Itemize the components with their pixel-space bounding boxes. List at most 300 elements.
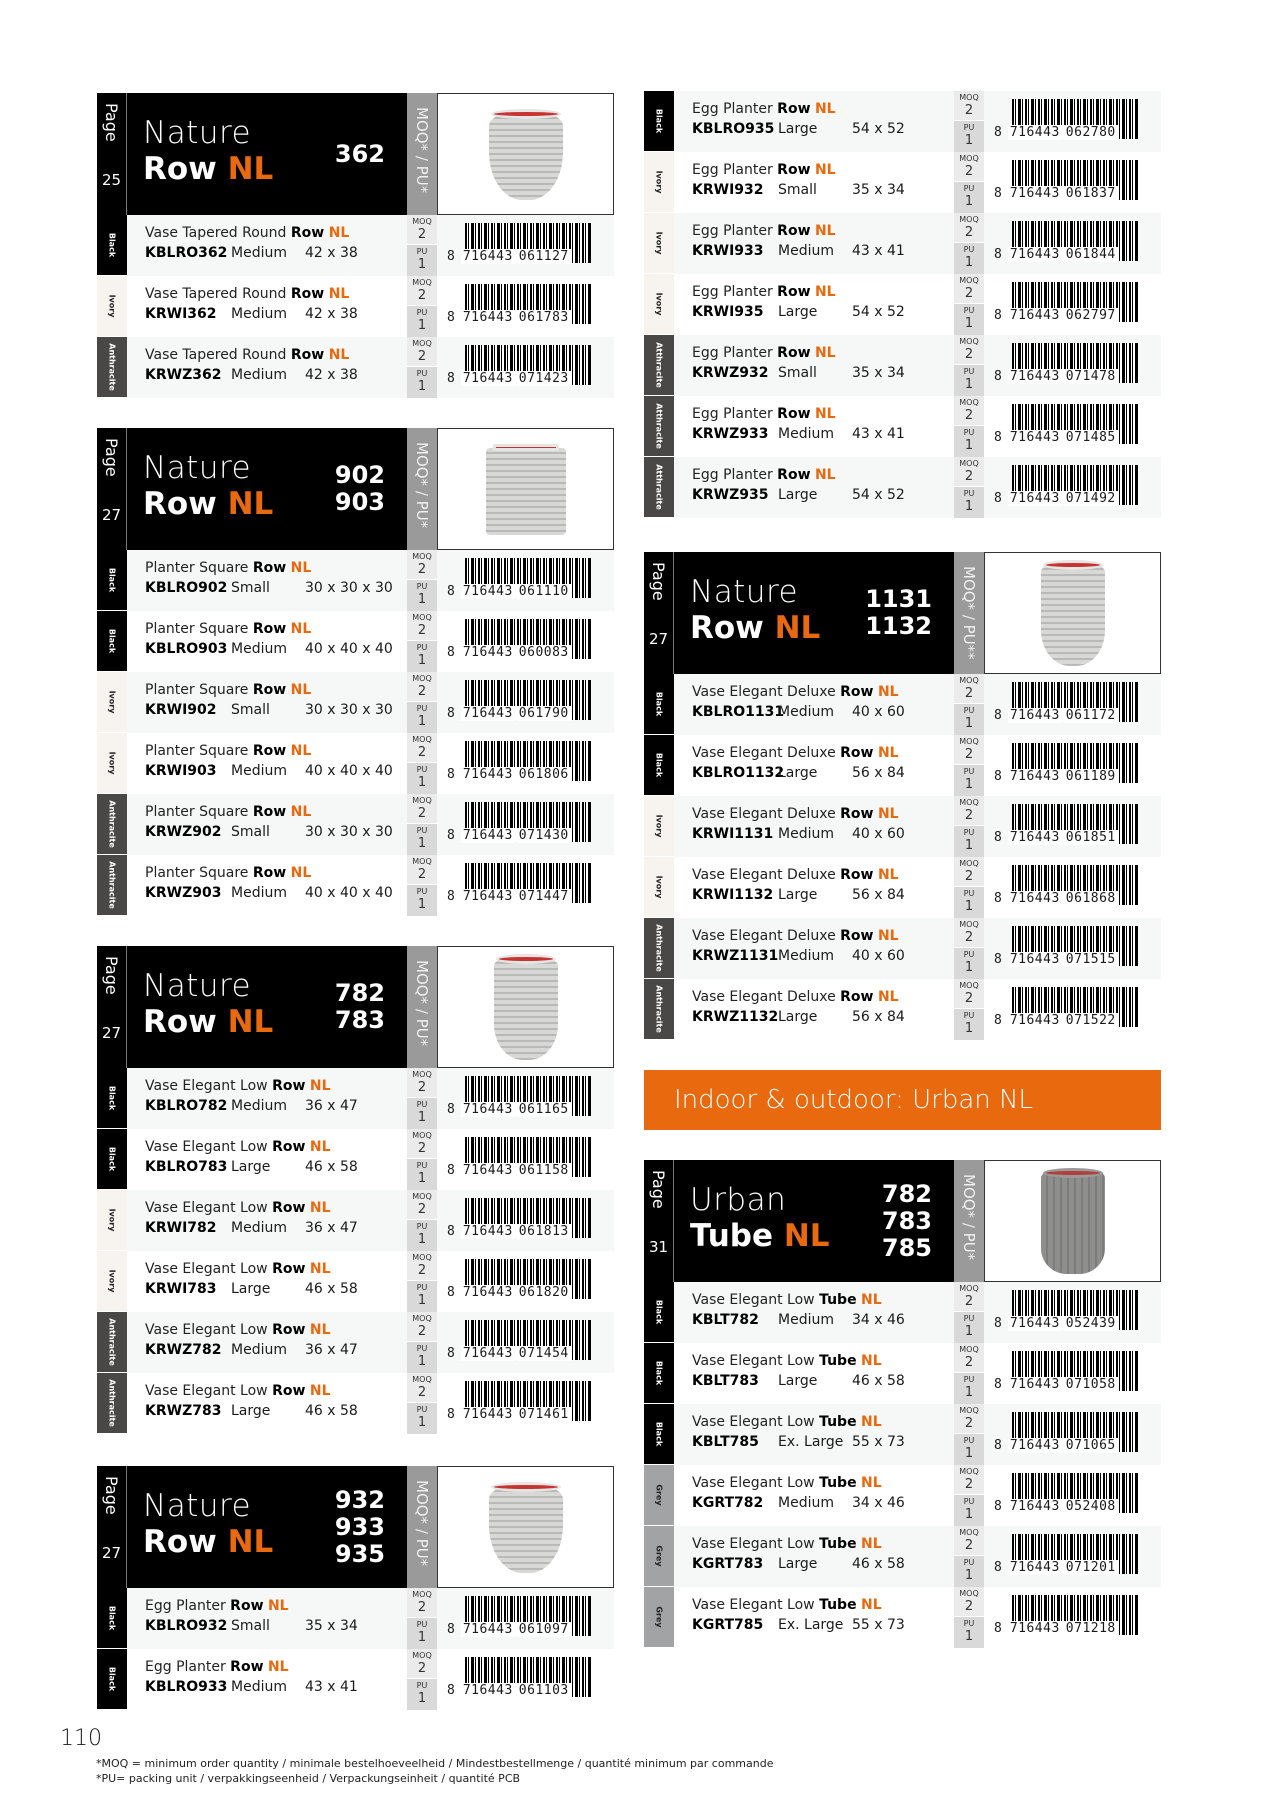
product-name <box>692 1414 954 1430</box>
line-name: Row <box>143 1004 217 1040</box>
color-tag <box>97 611 127 672</box>
color-tag <box>97 1251 127 1312</box>
pu-label: PU <box>416 765 428 774</box>
product-rows <box>97 1068 614 1434</box>
ean-right-group: 061868 <box>1065 891 1116 906</box>
pu-value: 1 <box>964 1021 974 1036</box>
nl-suffix: NL <box>227 1524 274 1560</box>
color-tag <box>97 550 127 611</box>
product-sku: KBLRO362 <box>145 245 228 261</box>
model-codes <box>865 552 932 674</box>
barcode <box>984 1526 1161 1587</box>
pu-label: PU <box>963 123 975 132</box>
pu-cell <box>407 641 437 672</box>
moq-cell <box>407 611 437 641</box>
pu-value: 1 <box>964 1324 974 1339</box>
ean-right-group: 062797 <box>1065 308 1116 323</box>
ean-right-group: 061127 <box>518 249 569 264</box>
product-line: Row <box>840 684 874 700</box>
ean-number <box>447 249 573 264</box>
moq-pu-cell <box>954 1465 984 1526</box>
collection-title <box>674 552 954 674</box>
color-tag <box>644 335 674 396</box>
moq-value: 2 <box>417 1385 427 1400</box>
ean-right-group: 061103 <box>518 1683 569 1698</box>
moq-pu-cell <box>954 274 984 335</box>
moq-cell <box>407 794 437 824</box>
moq-pu-cell <box>407 1588 437 1649</box>
product-sku: KRWZ362 <box>145 367 222 383</box>
pu-value: 1 <box>964 716 974 731</box>
product-name <box>145 1200 407 1216</box>
product-name <box>692 1536 954 1552</box>
product-name <box>692 406 954 422</box>
barcode <box>437 1312 614 1373</box>
product-row <box>97 1190 614 1251</box>
pu-cell <box>407 245 437 276</box>
product-row <box>97 1251 614 1312</box>
pu-cell <box>954 1617 984 1648</box>
product-description <box>127 337 407 398</box>
color-label: Ivory <box>654 875 664 899</box>
product-dimensions: 36 x 47 <box>305 1342 358 1358</box>
product-type: Vase Elegant Deluxe <box>692 928 836 944</box>
pu-cell <box>954 304 984 335</box>
moq-label: MOQ <box>959 737 979 746</box>
color-tag <box>644 857 674 918</box>
product-name <box>145 1261 407 1277</box>
pu-label: PU <box>963 828 975 837</box>
product-dimensions: 42 x 38 <box>305 306 358 322</box>
moq-pu-header <box>954 1160 984 1282</box>
product-row <box>97 611 614 672</box>
product-dimensions: 40 x 40 x 40 <box>305 885 393 901</box>
moq-value: 2 <box>964 1355 974 1370</box>
ean-right-group: 071065 <box>1065 1438 1116 1453</box>
color-label: Black <box>107 1605 117 1631</box>
ean-right-group: 071454 <box>518 1346 569 1361</box>
product-spec <box>692 1009 954 1025</box>
color-tag <box>97 672 127 733</box>
color-label: Atthracite <box>654 342 664 388</box>
product-type: Planter Square <box>145 804 249 820</box>
pu-value: 1 <box>417 1232 427 1247</box>
barcode <box>984 396 1161 457</box>
collection-title <box>127 1466 407 1588</box>
product-name <box>145 1078 407 1094</box>
barcode <box>437 1190 614 1251</box>
ean-number <box>994 247 1120 262</box>
moq-label: MOQ <box>412 735 432 744</box>
moq-value: 2 <box>964 747 974 762</box>
barcode <box>984 457 1161 518</box>
moq-cell <box>407 1251 437 1281</box>
product-dimensions: 36 x 47 <box>305 1220 358 1236</box>
moq-pu-cell <box>954 1587 984 1648</box>
collection-name: Nature <box>143 450 252 486</box>
ean-first-digit: 8 <box>994 1560 1002 1575</box>
product-dimensions: 54 x 52 <box>852 121 905 137</box>
product-row <box>644 1282 1161 1343</box>
barcode <box>984 735 1161 796</box>
page-reference <box>97 946 127 1068</box>
product-rows <box>644 91 1161 518</box>
product-name <box>145 347 407 363</box>
pu-value: 1 <box>964 1446 974 1461</box>
product-sku: KRWZ935 <box>692 487 769 503</box>
product-size: Small <box>778 182 817 198</box>
ean-first-digit: 8 <box>994 952 1002 967</box>
page-label: Page <box>102 956 121 995</box>
product-size: Small <box>778 365 817 381</box>
product-dimensions: 30 x 30 x 30 <box>305 580 393 596</box>
product-spec <box>145 580 407 596</box>
color-label: Anthracite <box>107 861 117 909</box>
product-row <box>644 1404 1161 1465</box>
product-size: Medium <box>231 1098 287 1114</box>
product-row <box>97 733 614 794</box>
color-label: Black <box>654 1299 664 1325</box>
ean-right-group: 061158 <box>518 1163 569 1178</box>
product-type: Vase Elegant Low <box>692 1353 815 1369</box>
product-size: Medium <box>231 245 287 261</box>
nl-suffix: NL <box>309 1383 331 1399</box>
moq-label: MOQ <box>412 339 432 348</box>
pu-cell <box>407 1281 437 1312</box>
moq-pu-cell <box>407 550 437 611</box>
moq-value: 2 <box>964 103 974 118</box>
block-header <box>97 946 614 1068</box>
color-tag <box>644 1587 674 1648</box>
ean-right-group: 061110 <box>518 584 569 599</box>
ean-right-group: 052408 <box>1065 1499 1116 1514</box>
ean-first-digit: 8 <box>994 308 1002 323</box>
page-ref-number: 27 <box>648 630 669 648</box>
moq-value: 2 <box>964 164 974 179</box>
moq-pu-cell <box>954 152 984 213</box>
pu-cell <box>954 765 984 796</box>
block-header <box>97 1466 614 1588</box>
product-dimensions: 42 x 38 <box>305 245 358 261</box>
moq-pu-label: MOQ* / PU* <box>413 960 431 1047</box>
product-sku: KRWZ902 <box>145 824 222 840</box>
color-label: Black <box>654 1421 664 1447</box>
ean-first-digit: 8 <box>994 1377 1002 1392</box>
moq-cell <box>954 735 984 765</box>
moq-value: 2 <box>964 991 974 1006</box>
product-line: Row <box>840 745 874 761</box>
product-name <box>145 1322 407 1338</box>
product-spec <box>145 763 407 779</box>
pu-cell <box>954 487 984 518</box>
product-line: Row <box>272 1078 306 1094</box>
ean-right-group: 071430 <box>518 828 569 843</box>
moq-value: 2 <box>417 1263 427 1278</box>
moq-cell <box>954 335 984 365</box>
product-name <box>692 162 954 178</box>
pu-cell <box>407 1098 437 1129</box>
product-size: Medium <box>231 1679 287 1695</box>
collection-name: Nature <box>143 1488 252 1524</box>
product-description <box>674 1404 954 1465</box>
nl-suffix: NL <box>328 225 350 241</box>
pu-cell <box>954 1009 984 1040</box>
ean-left-group: 716443 <box>1009 1560 1060 1575</box>
product-row <box>644 91 1161 152</box>
moq-value: 2 <box>417 288 427 303</box>
product-sku: KGRT783 <box>692 1556 764 1572</box>
moq-cell <box>954 1526 984 1556</box>
color-label: Black <box>107 1666 117 1692</box>
product-sku: KRWZ1132 <box>692 1009 779 1025</box>
product-line: Row <box>290 286 325 302</box>
product-sku: KBLRO782 <box>145 1098 228 1114</box>
product-type: Planter Square <box>145 682 249 698</box>
moq-label: MOQ <box>959 93 979 102</box>
pu-value: 1 <box>417 1354 427 1369</box>
model-code: 1131 <box>865 585 932 613</box>
product-dimensions: 46 x 58 <box>852 1373 905 1389</box>
ean-first-digit: 8 <box>447 584 455 599</box>
product-name <box>692 101 954 117</box>
ean-number <box>994 125 1120 140</box>
color-tag <box>97 1068 127 1129</box>
product-sku: KRWI362 <box>145 306 217 322</box>
barcode <box>437 276 614 337</box>
color-tag <box>644 1343 674 1404</box>
product-name <box>145 865 407 881</box>
moq-cell <box>407 672 437 702</box>
product-dimensions: 40 x 40 x 40 <box>305 763 393 779</box>
product-sku: KRWI1132 <box>692 887 774 903</box>
product-description <box>127 1190 407 1251</box>
product-line: Row <box>777 284 811 300</box>
nl-suffix: NL <box>290 560 312 576</box>
collection-title <box>674 1160 954 1282</box>
color-label: Grey <box>654 1484 664 1506</box>
product-name <box>145 804 407 820</box>
moq-value: 2 <box>964 930 974 945</box>
nl-suffix: NL <box>877 745 899 761</box>
color-label: Ivory <box>107 294 117 318</box>
product-line: Row <box>290 347 325 363</box>
moq-label: MOQ <box>412 857 432 866</box>
moq-cell <box>407 1190 437 1220</box>
ean-left-group: 716443 <box>1009 1499 1060 1514</box>
moq-pu-cell <box>954 1404 984 1465</box>
product-type: Planter Square <box>145 560 249 576</box>
product-description <box>674 979 954 1040</box>
ean-left-group: 716443 <box>1009 1316 1060 1331</box>
ean-first-digit: 8 <box>447 1224 455 1239</box>
ean-first-digit: 8 <box>994 891 1002 906</box>
ean-first-digit: 8 <box>994 708 1002 723</box>
color-tag <box>644 918 674 979</box>
ean-first-digit: 8 <box>994 830 1002 845</box>
ean-left-group: 716443 <box>462 645 513 660</box>
product-type: Vase Elegant Deluxe <box>692 684 836 700</box>
product-description <box>127 276 407 337</box>
ean-first-digit: 8 <box>447 249 455 264</box>
moq-pu-cell <box>407 337 437 398</box>
moq-label: MOQ <box>412 217 432 226</box>
moq-value: 2 <box>964 286 974 301</box>
product-dimensions: 36 x 47 <box>305 1098 358 1114</box>
moq-label: MOQ <box>412 1375 432 1384</box>
product-spec <box>692 1434 954 1450</box>
ean-number <box>994 1377 1120 1392</box>
barcode <box>984 91 1161 152</box>
pu-value: 1 <box>417 1691 427 1706</box>
ean-first-digit: 8 <box>994 769 1002 784</box>
product-dimensions: 40 x 40 x 40 <box>305 641 393 657</box>
collection-line <box>143 1004 273 1040</box>
barcode <box>437 337 614 398</box>
ean-first-digit: 8 <box>994 1438 1002 1453</box>
model-code: 933 <box>334 1512 385 1541</box>
color-tag <box>644 674 674 735</box>
model-code: 782 <box>881 1179 932 1208</box>
product-description <box>674 396 954 457</box>
product-spec <box>692 1556 954 1572</box>
barcode <box>437 1251 614 1312</box>
product-description <box>674 274 954 335</box>
nl-suffix: NL <box>861 1353 882 1369</box>
color-tag <box>644 91 674 152</box>
moq-value: 2 <box>417 1324 427 1339</box>
nl-suffix: NL <box>861 1414 882 1430</box>
ean-right-group: 071201 <box>1065 1560 1116 1575</box>
product-image <box>984 552 1161 674</box>
moq-label: MOQ <box>959 1589 979 1598</box>
product-dimensions: 35 x 34 <box>852 182 905 198</box>
product-line: Tube <box>819 1353 857 1369</box>
moq-label: MOQ <box>412 796 432 805</box>
moq-value: 2 <box>964 408 974 423</box>
nl-suffix: NL <box>227 151 274 187</box>
moq-label: MOQ <box>959 215 979 224</box>
color-label: Black <box>107 1146 117 1172</box>
product-name <box>692 867 954 883</box>
pu-label: PU <box>963 1497 975 1506</box>
ean-number <box>994 491 1120 506</box>
nl-suffix: NL <box>814 467 836 483</box>
product-type: Vase Elegant Deluxe <box>692 867 836 883</box>
moq-pu-cell <box>407 611 437 672</box>
page-label: Page <box>102 1476 121 1515</box>
moq-label: MOQ <box>959 459 979 468</box>
product-row <box>644 396 1161 457</box>
ean-first-digit: 8 <box>994 247 1002 262</box>
ean-right-group: 071423 <box>518 371 569 386</box>
pu-value: 1 <box>417 653 427 668</box>
ean-number <box>447 1163 573 1178</box>
ean-left-group: 716443 <box>462 828 513 843</box>
ean-right-group: 071478 <box>1065 369 1116 384</box>
pot-illustration-icon <box>481 442 571 537</box>
nl-suffix: NL <box>774 610 821 646</box>
product-name <box>692 1475 954 1491</box>
product-sku: KBLRO783 <box>145 1159 228 1175</box>
color-label: Black <box>107 628 117 654</box>
pu-label: PU <box>416 887 428 896</box>
ean-number <box>447 767 573 782</box>
product-description <box>674 1343 954 1404</box>
nl-suffix: NL <box>814 223 836 239</box>
product-block-1131-1132 <box>644 552 1161 1040</box>
model-codes <box>335 1466 385 1588</box>
product-size: Medium <box>231 367 287 383</box>
color-label: Anthracite <box>107 1318 117 1366</box>
ean-first-digit: 8 <box>447 310 455 325</box>
page-reference <box>97 428 127 550</box>
pu-cell <box>954 1495 984 1526</box>
moq-label: MOQ <box>959 154 979 163</box>
product-name <box>145 286 407 302</box>
ean-right-group: 071461 <box>518 1407 569 1422</box>
ean-first-digit: 8 <box>447 1163 455 1178</box>
moq-pu-label: MOQ* / PU** <box>960 566 978 660</box>
product-name <box>145 1139 407 1155</box>
color-tag <box>97 1373 127 1434</box>
pu-label: PU <box>963 245 975 254</box>
product-description <box>127 1251 407 1312</box>
ean-right-group: 061165 <box>518 1102 569 1117</box>
ean-number <box>994 1013 1120 1028</box>
pu-label: PU <box>963 767 975 776</box>
pu-cell <box>407 1618 437 1649</box>
product-sku: KRWZ783 <box>145 1403 222 1419</box>
ean-right-group: 060083 <box>518 645 569 660</box>
moq-cell <box>407 1649 437 1679</box>
pu-cell <box>954 826 984 857</box>
moq-label: MOQ <box>959 1467 979 1476</box>
product-row <box>644 1587 1161 1648</box>
product-description <box>674 213 954 274</box>
page-reference <box>97 1466 127 1588</box>
moq-label: MOQ <box>959 920 979 929</box>
product-name <box>692 745 954 761</box>
ean-right-group: 061820 <box>518 1285 569 1300</box>
product-row <box>644 274 1161 335</box>
ean-left-group: 716443 <box>1009 1377 1060 1392</box>
color-label: Anthracite <box>654 924 664 972</box>
pu-cell <box>954 182 984 213</box>
color-label: Black <box>107 567 117 593</box>
ean-number <box>447 1683 573 1698</box>
product-name <box>145 743 407 759</box>
page-reference <box>644 1160 674 1282</box>
product-dimensions: 46 x 58 <box>305 1403 358 1419</box>
moq-cell <box>407 550 437 580</box>
product-type: Vase Tapered Round <box>145 225 287 241</box>
barcode <box>984 213 1161 274</box>
ean-number <box>447 828 573 843</box>
moq-cell <box>954 979 984 1009</box>
product-name <box>692 684 954 700</box>
nl-suffix: NL <box>877 867 899 883</box>
moq-cell <box>954 1404 984 1434</box>
ean-right-group: 061097 <box>518 1622 569 1637</box>
pu-value: 1 <box>964 1385 974 1400</box>
product-sku: KRWI932 <box>692 182 764 198</box>
product-type: Vase Tapered Round <box>145 286 287 302</box>
moq-cell <box>407 1068 437 1098</box>
moq-pu-cell <box>954 1343 984 1404</box>
moq-pu-cell <box>407 276 437 337</box>
color-label: Ivory <box>107 690 117 714</box>
ean-left-group: 716443 <box>1009 952 1060 967</box>
